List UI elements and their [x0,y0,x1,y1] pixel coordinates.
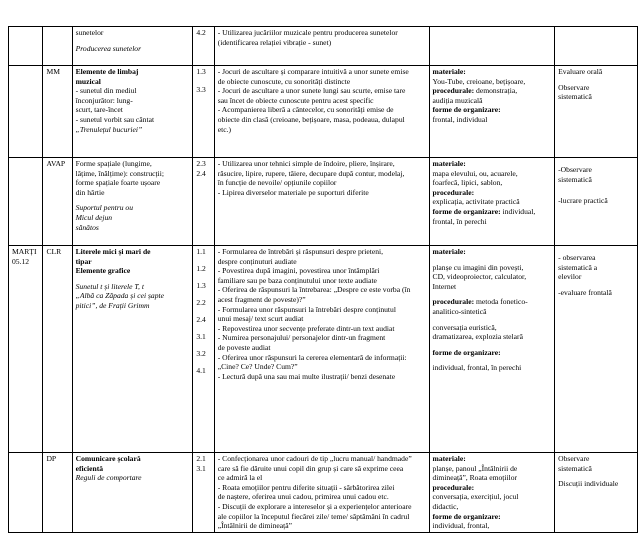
activities-cell [214,158,429,246]
resource-line: forme de organizare: [432,105,501,115]
evaluation-line: elevilor [558,272,582,282]
content-line: din hârtie [75,187,105,197]
day-label: 05.12 [12,256,30,266]
resource-line: procedurale: [432,482,475,492]
content-line: lățime, înălțime): construcții; [75,168,164,178]
subject-code-cell [43,27,72,66]
content-line: - sunetul vorbit sau cântat [75,114,155,124]
subject-code: AVAP [46,159,66,168]
resource-line: CD, videoproiector, calculator, [432,272,527,282]
content-line: - sunetul din mediul [75,86,137,96]
activity-line: ce admiră la el [217,473,263,483]
evaluation-cell [555,66,638,158]
content-line: „Trenulețul bucuriei” [75,124,143,134]
subject-code-cell [43,246,72,453]
activity-line: care să fie dăruite unui copil din grup și care să exprime ceea [217,463,404,473]
activity-line: - Povestirea după imagini, povestirea unor întâmplări [217,266,380,276]
competence-code: 1.1 [196,247,206,256]
content-line: Sunetul t și literele T, t [75,281,144,291]
evaluation-line: Evaluare orală [558,67,603,76]
resource-line: You-Tube, creioane, bețișoare, [432,76,526,86]
activity-line: - Confecționarea unor cadouri de tip „lucru manual/ handmade” [217,454,412,463]
resources-cell [429,453,555,533]
content-line: scurt, tare-încet [75,105,123,115]
activity-line: obiecte din clasă (creioane, bețișoare, masa, podeaua, dulapul [217,114,405,124]
activity-line: - Formularea unor răspunsuri la întrebări despre conținutul [217,304,396,314]
resource-line: procedurale: [432,187,475,197]
resource-line: procedurale: metoda fonetico- [432,297,528,307]
content-line: sănătos [75,222,99,232]
competence-cell [193,66,214,158]
resource-line: individual, frontal, în perechi [432,363,522,373]
activities-cell [214,27,429,66]
competence-cell [193,453,214,533]
activity-line: despre conținuturi audiate [217,256,297,266]
content-line: Suportul pentru ou [75,203,133,213]
activities-cell [214,453,429,533]
activity-line: unui mesaj/ text scurt audiat [217,314,304,324]
competence-code: 2.4 [196,168,206,178]
resources-cell [429,66,555,158]
subject-code-cell [43,158,72,246]
competence-code: 2.3 [196,159,206,168]
table-row [9,246,638,453]
resource-line: frontal, în perechi [432,216,487,226]
subject-code-cell [43,66,72,158]
activities-cell [214,246,429,453]
day-cell [9,66,43,158]
activity-line: familiare sau pe baza conținutului unor texte audiate [217,275,377,285]
resource-line: materiale: [432,159,466,168]
resource-line: individual, frontal, [432,521,490,531]
competence-code: 2.2 [196,297,206,307]
day-cell [9,246,43,453]
competence-code: 1.3 [196,67,206,76]
resource-line: procedurale: demonstrația, [432,86,518,96]
table-row [9,66,638,158]
activity-line: „Întâlnirii de dimineață” [217,521,292,531]
evaluation-cell [555,246,638,453]
resource-line: materiale: [432,247,466,256]
activity-line: - Jocuri de ascultare a unor sunete lungi sau scurte, emise tare [217,86,406,96]
content-line: „Albă ca Zăpada și cei șapte [75,291,164,301]
competence-cell [193,158,214,246]
resource-line: conversația euristică, [432,322,497,332]
content-line: sunetelor [75,28,104,37]
content-line: Elemente de limbaj [75,67,139,76]
table-row [9,27,638,66]
content-line: Micul dejun [75,212,113,222]
content-cell [72,158,193,246]
subject-code: MM [46,67,60,76]
content-cell [72,66,193,158]
activity-line: etc.) [217,124,232,134]
content-line: Reguli de comportare [75,473,142,483]
day-label: MARȚI [12,247,37,256]
day-cell [9,158,43,246]
resource-line: analitico-sintetică [432,306,487,316]
activity-line: - Numirea personajului/ personajelor dintr-un fragment [217,333,386,343]
competence-code: 3.1 [196,463,206,473]
evaluation-line: - observarea [558,253,596,262]
resource-line: materiale: [432,454,466,463]
content-line: Comunicare școlară [75,454,141,463]
activity-line: - Jocuri de ascultare și comparare intuitivă a unor sunete emise [217,67,409,76]
resource-line: planșe, panoul „Întâlnirii de [432,463,518,473]
table-row [9,158,638,246]
competence-code: 4.2 [196,28,206,37]
competence-code: 3.3 [196,84,206,94]
content-line: muzical [75,76,101,86]
activity-line: - Lipirea diverselor materiale pe suporturi diferite [217,187,369,197]
evaluation-line: Observare [558,454,590,463]
subject-code-cell [43,453,72,533]
resource-line: frontal, individual [432,114,488,124]
evaluation-cell [555,453,638,533]
lesson-plan-table [8,26,638,533]
activity-line: acest fragment de poveste)?” [217,294,306,304]
activity-line: - Acompanierea liberă a cântecelor, cu sonorități emise de [217,105,394,115]
resource-line: dramatizarea, explozia stelară [432,332,523,342]
activity-line: răsucire, lipire, rupere, tăiere, decupare după contur, modelaj, [217,168,405,178]
resource-line: explicația, activitate practică [432,197,520,207]
activity-line: ale copiilor la începutul fiecărei zile/ teme/ săptămâni în cadrul [217,511,410,521]
day-cell [9,453,43,533]
resource-line: forme de organizare: individual, [432,206,536,216]
activity-line: - Formularea de întrebări și răspunsuri despre prieteni, [217,247,384,256]
activity-line: sau încet de obiecte cunoscute pentru acest specific [217,95,374,105]
evaluation-line: sistematică [558,92,592,102]
table-row [9,453,638,533]
activity-line: - Lectură după una sau mai multe ilustrații/ benzi desenate [217,371,396,381]
competence-code: 1.2 [196,263,206,273]
evaluation-line: -Observare [558,165,592,174]
resource-line: Internet [432,281,457,291]
content-line: Producerea sunetelor [75,43,142,53]
content-line: Forme spațiale (lungime, [75,159,152,168]
evaluation-line: -evaluare frontală [558,287,612,297]
resource-line: audiția muzicală [432,95,483,105]
activity-line: de obiecte cunoscute, cu sonorități distincte [217,76,351,86]
competence-code: 3.2 [196,348,206,358]
resource-line: foarfecă, lipici, sablon, [432,178,503,188]
subject-code: CLR [46,247,62,256]
activity-line: - Roata emoțiilor pentru diferite situații - sărbătorirea zilei [217,482,395,492]
activity-line: - Repovestirea unor secvențe preferate dintr-un text audiat [217,323,395,333]
competence-cell [193,27,214,66]
resources-cell [429,158,555,246]
activity-line: - Utilizarea jucăriilor muzicale pentru producerea sunetelor [217,28,398,37]
resource-line: forme de organizare: [432,347,501,357]
activity-line: - Discuții de explorare a intereselor și a experiențelor anterioare [217,501,412,511]
content-line: Elemente grafice [75,266,131,276]
content-line: eficientă [75,463,104,473]
activity-line: - Oferirea de răspunsuri la întrebarea: „Despre ce este vorba (în [217,285,411,295]
evaluation-cell [555,27,638,66]
evaluation-line: Observare [558,82,590,92]
evaluation-line: -lucrare practică [558,196,608,206]
activity-line: de naștere, oferirea unui cadou, primirea unui cadou etc. [217,492,389,502]
resource-line: conversația, exercițiul, jocul [432,492,519,502]
competence-code: 4.1 [196,365,206,375]
activity-line: de poveste audiat [217,342,271,352]
competence-code: 2.4 [196,314,206,324]
resources-cell [429,246,555,453]
content-line: înconjurător: lung- [75,95,133,105]
content-line: pitici”, de Frații Grimm [75,300,150,310]
content-line: Literele mici și mari de [75,247,151,256]
resource-line: dimineață”, Roata emoțiilor [432,473,518,483]
activity-line: - Utilizarea unor tehnici simple de îndoire, pliere, înșirare, [217,159,395,168]
competence-code: 2.1 [196,454,206,463]
resource-line: materiale: [432,67,466,76]
day-cell [9,27,43,66]
evaluation-line: Discuții individuale [558,479,619,489]
activity-line: „Cine? Ce? Unde? Cum?” [217,362,298,372]
resources-cell [429,27,555,66]
competence-code: 3.1 [196,331,206,341]
content-cell [72,246,193,453]
content-line: forme spațiale foarte ușoare [75,178,161,188]
subject-code: DP [46,454,57,463]
competence-cell [193,246,214,453]
resource-line: planșe cu imagini din povești, [432,262,524,272]
content-cell [72,453,193,533]
resource-line: forme de organizare: [432,511,501,521]
resource-line: didactic, [432,501,459,511]
content-line: tipar [75,256,92,266]
activity-line: - Oferirea unor răspunsuri la cererea elementară de informații: [217,352,407,362]
evaluation-line: sistematică [558,174,592,184]
activities-cell [214,66,429,158]
content-cell [72,27,193,66]
competence-code: 1.3 [196,280,206,290]
resource-line: mapa elevului, ou, acuarele, [432,168,518,178]
evaluation-line: sistematică [558,463,592,473]
evaluation-cell [555,158,638,246]
evaluation-line: sistematică a [558,262,598,272]
activity-line: (identificarea relației vibrație - sunet) [217,37,332,47]
activity-line: în funcție de nevoile/ opțiunile copiilor [217,178,337,188]
